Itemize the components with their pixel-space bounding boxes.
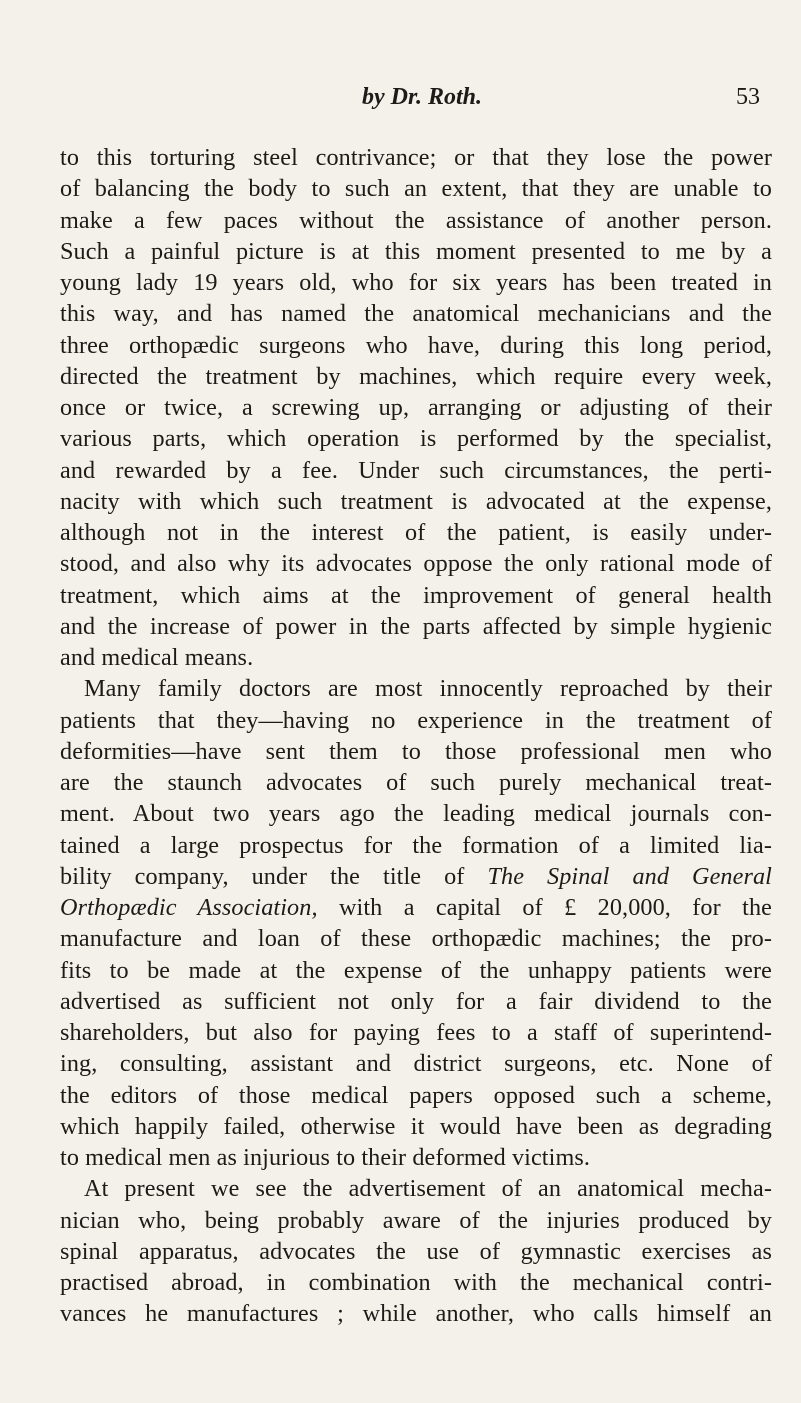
text-line: fits to be made at the expense of the unhappy patients were <box>60 956 772 984</box>
text-line: ing, consulting, assistant and district surgeons, etc. None of <box>60 1050 772 1078</box>
text-line: treatment, which aims at the improvement of general health <box>60 581 772 609</box>
text-run: bility company, under the title of <box>60 862 465 890</box>
text-line: advertised as sufficient not only for a fair dividend to the <box>60 987 772 1015</box>
text-line: At present we see the advertisement of an anatomical mecha- <box>84 1175 772 1203</box>
text-line: patients that they—having no experience in the treatment of <box>60 706 772 734</box>
text-line: Such a painful picture is at this moment presented to me by a <box>60 237 772 265</box>
italic-title: Orthopædic Association, <box>60 894 318 921</box>
text-line: make a few paces without the assistance of another person. <box>60 206 772 234</box>
running-head <box>60 84 760 118</box>
text-line: nacity with which such treatment is advocated at the expense, <box>60 487 772 515</box>
text-line: of balancing the body to such an extent, that they are unable to <box>60 175 772 203</box>
text-line: Many family doctors are most innocently reproached by their <box>84 675 772 703</box>
text-line: spinal apparatus, advocates the use of gymnastic exercises as <box>60 1237 772 1265</box>
text-line: nician who, being probably aware of the injuries produced by <box>60 1206 772 1234</box>
text-line: deformities—have sent them to those professional men who <box>60 737 772 765</box>
text-line: three orthopædic surgeons who have, during this long period, <box>60 331 772 359</box>
text-line: this way, and has named the anatomical mechanicians and the <box>60 300 772 328</box>
text-line: and rewarded by a fee. Under such circumstances, the perti- <box>60 456 772 484</box>
body-text <box>60 142 772 1330</box>
running-title: by Dr. Roth. <box>361 84 483 110</box>
text-line: directed the treatment by machines, which require every week, <box>60 362 772 390</box>
text-line: tained a large prospectus for the formation of a limited lia- <box>60 831 772 859</box>
italic-title: The Spinal and General <box>487 862 772 890</box>
text-line: young lady 19 years old, who for six years has been treated in <box>60 269 772 296</box>
text-line: ment. About two years ago the leading medical journals con- <box>60 800 772 828</box>
text-line: to this torturing steel contrivance; or that they lose the power <box>60 144 772 171</box>
text-line: once or twice, a screwing up, arranging or adjusting of their <box>60 394 772 421</box>
text-line: which happily failed, otherwise it would have been as degrading <box>60 1112 772 1140</box>
text-line: stood, and also why its advocates oppose the only rational mode of <box>60 550 772 578</box>
page-number: 53 <box>736 84 760 110</box>
text-line: vances he manufactures ; while another, who calls himself an <box>60 1300 772 1328</box>
text-line: and medical means. <box>60 644 254 671</box>
text-line: the editors of those medical papers opposed such a scheme, <box>60 1081 772 1109</box>
text-run: with a capital of £ 20,000, for the <box>338 894 772 921</box>
text-line: various parts, which operation is performed by the specialist, <box>60 425 772 453</box>
text-line: shareholders, but also for paying fees to a staff of superintend- <box>60 1019 772 1046</box>
text-line: are the staunch advocates of such purely mechanical treat- <box>60 769 772 796</box>
text-line: although not in the interest of the patient, is easily under- <box>60 519 772 546</box>
text-line: practised abroad, in combination with the mechanical contri- <box>60 1269 772 1296</box>
text-line: to medical men as injurious to their deformed victims. <box>60 1144 591 1171</box>
text-line <box>60 892 772 923</box>
text-line <box>60 861 772 892</box>
text-line: manufacture and loan of these orthopædic machines; the pro- <box>60 925 772 953</box>
text-line: and the increase of power in the parts affected by simple hygienic <box>60 612 772 640</box>
